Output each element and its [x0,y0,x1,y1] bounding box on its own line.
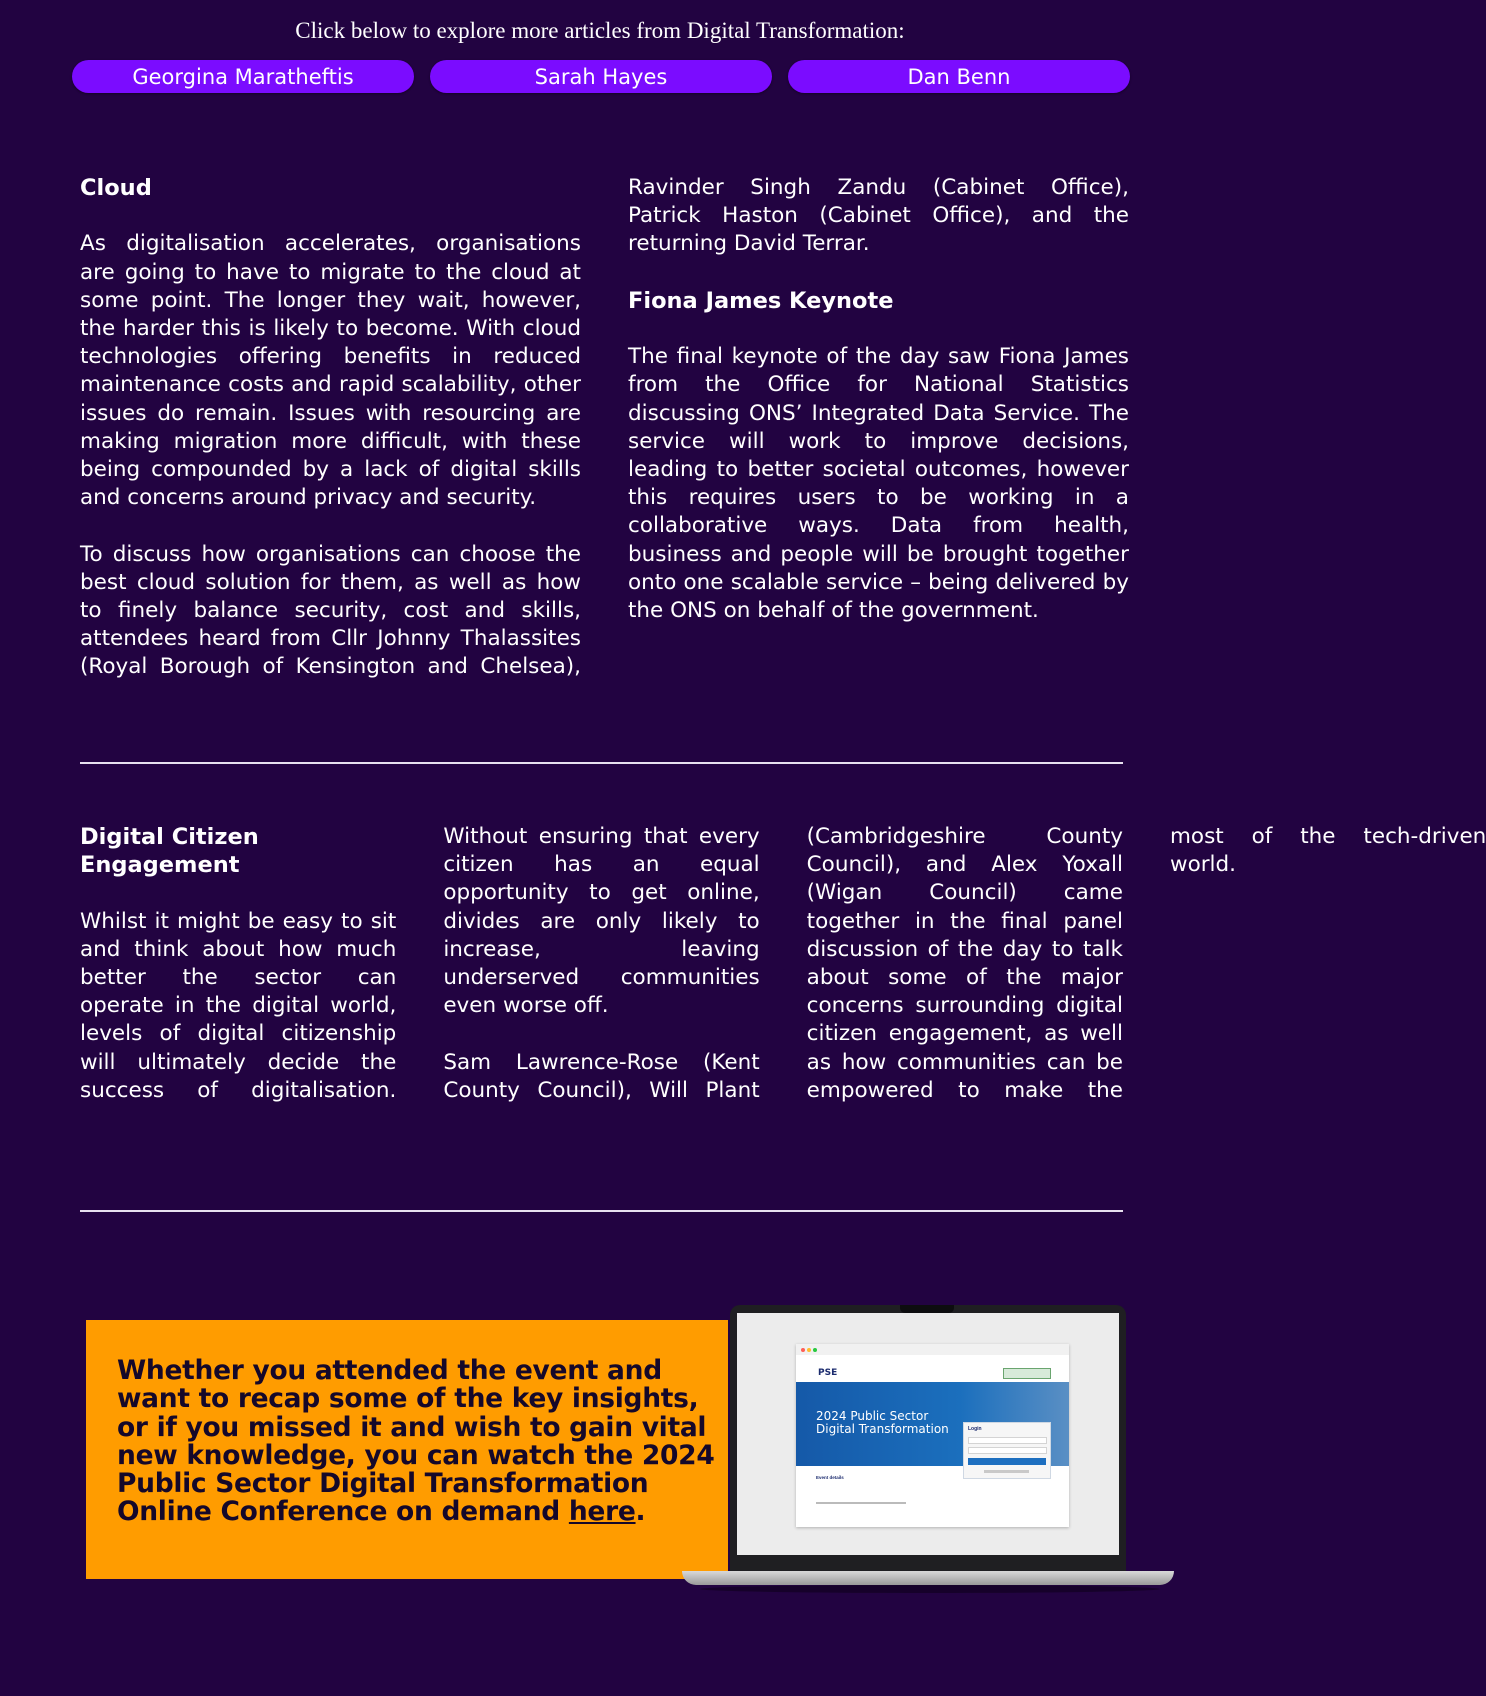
screen-event-line [816,1502,906,1504]
screen-login-title: Login [968,1426,982,1432]
cloud-paragraph-2: To discuss how organisations can choose the best cloud solution for them, as well as how to finely balance security, cost and skills, attendees heard from Cllr Johnny Thalassites (Royal Borough of Kensington and Chelsea), Ravinder Singh Zandu (Cabinet Office), Patrick Haston (Cabinet Office), and the returning David Terrar. [80,175,1129,680]
screen-login-panel [963,1422,1051,1479]
explore-prompt: Click below to explore more articles from Digital Transformation: [295,18,905,43]
promo-end: . [635,1496,646,1528]
promo-text [117,1357,717,1527]
maximize-dot-icon [813,1348,817,1352]
promo-body: Whether you attended the event and want to recap some of the key insights, or if you missed it and wish to gain vital new knowledge, you can watch the 2024 Public Sector Digital Transformation Online Conference on demand [117,1355,715,1528]
browser-bar [796,1344,1069,1355]
screen-login-button [968,1458,1046,1465]
citizen-paragraph-2: Sam Lawrence-Rose (Kent County Council), Will Plant (Cambridgeshire County Council), and Alex Yoxall (Wigan Council) came together in the final panel discussion of the day to talk about some of the major concerns surrounding digital citizen engagement, as well as how communities can be empowered to make the most of the tech-driven world. [443,824,1486,1103]
laptop-shadow [700,1585,1160,1593]
on-demand-link[interactable]: here [568,1496,636,1528]
close-dot-icon [801,1348,805,1352]
divider-1 [80,762,1123,764]
laptop-base [682,1571,1174,1585]
laptop-notch [900,1305,954,1313]
author-button-sarah[interactable]: Sarah Hayes [430,60,772,93]
pse-logo: PSE [818,1368,838,1378]
keynote-paragraph: The final keynote of the day saw Fiona James from the Office for National Statistics discussing ONS’ Integrated Data Service. The service will work to improve decisions, leading to better societal outcomes, however this requires users to be working in a collaborative ways. Data from health, business and people will be brought together onto one scalable service – being delivered by the ONS on behalf of the government. [628,344,1129,624]
author-button-georgina[interactable]: Georgina Maratheftis [72,60,414,93]
screen-login-link [984,1470,1029,1473]
cloud-heading: Cloud [80,175,152,201]
screen-login-field [968,1447,1047,1454]
cloud-keynote-article [80,174,1129,684]
divider-2 [80,1210,1123,1212]
screen-badge [1003,1368,1051,1379]
keynote-heading: Fiona James Keynote [628,287,894,314]
conference-page-screenshot [796,1344,1069,1527]
cloud-paragraph-1: As digitalisation accelerates, organisations are going to have to migrate to the cloud at some point. The longer they wait, however, the harder this is likely to become. With cloud technologies offering benefits in reduced maintenance costs and rapid scalability, other issues do remain. Issues with resourcing are making migration more difficult, with these being compounded by a lack of digital skills and concerns around privacy and security. [80,231,581,511]
citizen-heading: Digital Citizen Engagement [80,824,259,879]
citizen-paragraph-1: Whilst it might be easy to sit and think about how much better the sector can operate in the digital world, levels of digital citizenship will ultimately decide the success of digitalisation. Without ensuring that every citizen has an equal opportunity to get online, divides are only likely to increase, leaving underserved communities even worse off. [80,824,760,1103]
screen-event-label: Event details [816,1475,844,1480]
screen-title: 2024 Public Sector Digital Transformation [816,1409,949,1436]
author-button-dan[interactable]: Dan Benn [788,60,1130,93]
screen-login-field [968,1437,1047,1444]
digital-citizen-article [80,823,1486,1123]
minimize-dot-icon [807,1348,811,1352]
